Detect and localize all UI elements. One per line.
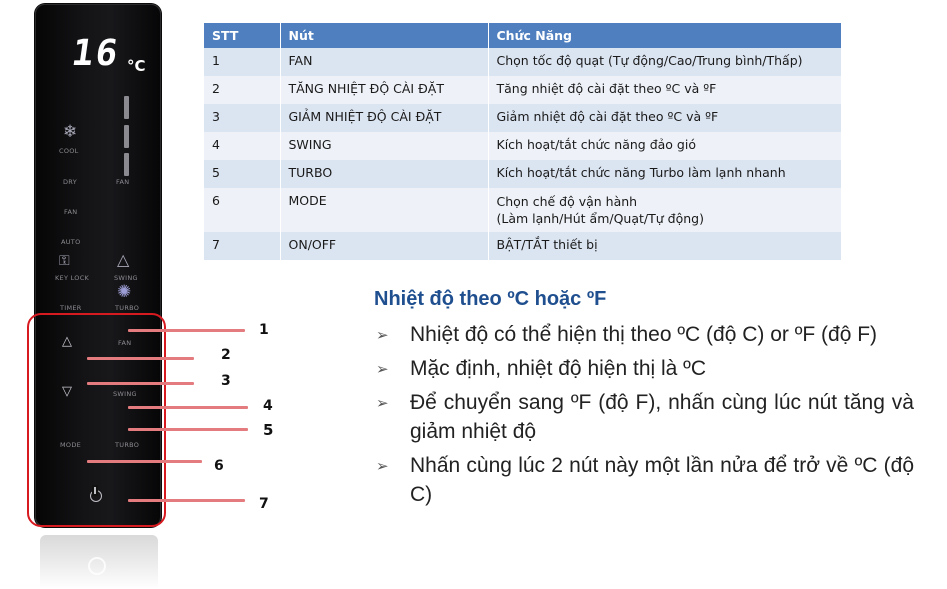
cell-button: TĂNG NHIỆT ĐỘ CÀI ĐẶT [280,76,488,104]
callout-number: 7 [259,496,269,512]
power-reflection-icon [88,557,106,575]
cool-label: COOL [59,147,79,155]
cell-button: SWING [280,132,488,160]
callout-number: 1 [259,322,269,338]
list-item [374,388,914,446]
bullet-text: Nhiệt độ có thể hiện thị theo ºC (độ C) or ºF (độ F) [410,323,878,346]
cell-function: Tăng nhiệt độ cài đặt theo ºC và ºF [488,76,842,104]
swing-status-label: SWING [114,274,138,282]
list-item [374,320,914,349]
cell-stt: 5 [204,160,280,188]
callout-line-6 [87,460,202,463]
callout-line-2 [87,357,194,360]
key-icon: ⚿ [59,253,70,269]
cell-button: MODE [280,188,488,232]
section-heading: Nhiệt độ theo ºC hoặc ºF [374,288,607,310]
notes-list [374,320,914,514]
callout-number: 5 [263,421,274,439]
callout-line-7 [128,499,245,502]
auto-label: AUTO [61,238,81,246]
callout-number: 2 [221,347,231,363]
callout-number: 3 [221,373,231,389]
temperature-display: 16 [69,33,123,74]
turbo-button[interactable]: TURBO [115,441,140,449]
callout-number: 4 [263,398,273,414]
dry-label: DRY [63,178,77,186]
cell-stt: 3 [204,104,280,132]
mode-button[interactable]: MODE [60,441,82,449]
cell-function: Chọn tốc độ quạt (Tự động/Cao/Trung bình/Thấp) [488,48,842,76]
chevron-right-icon: ➢ [376,458,389,475]
temperature-unit: °C [127,57,146,75]
cell-button: TURBO [280,160,488,188]
bullet-text: Nhấn cùng lúc 2 nút này một lần nửa để trở về ºC (độ C) [410,454,914,506]
callout-line-1 [128,329,245,332]
cell-function: Kích hoạt/tắt chức năng đảo gió [488,132,842,160]
fan-mode-label: FAN [64,208,78,216]
table-row [204,232,842,260]
snowflake-icon: ❄ [63,122,78,142]
table-row [204,76,842,104]
callout-line-3 [87,382,194,385]
callout-line-4 [128,406,248,409]
table-row [204,104,842,132]
fan-speed-bar [124,153,129,176]
header-button: Nút [280,23,488,48]
table-row [204,48,842,76]
panel-reflection [40,535,158,589]
turbo-status-label: TURBO [115,304,140,312]
fan-button[interactable]: FAN [118,339,132,347]
cell-function [488,188,842,232]
table-header-row [204,23,842,48]
callout-line-5 [128,428,248,431]
list-item [374,354,914,383]
cell-function: Giảm nhiệt độ cài đặt theo ºC và ºF [488,104,842,132]
table-row [204,188,842,232]
cell-function: BẬT/TẮT thiết bị [488,232,842,260]
cell-button: GIẢM NHIỆT ĐỘ CÀI ĐẶT [280,104,488,132]
chevron-right-icon: ➢ [376,327,389,344]
cell-button: FAN [280,48,488,76]
temp-down-button[interactable]: ▽ [62,384,72,399]
swing-button[interactable]: SWING [113,390,137,398]
fan-speed-label: FAN [116,178,130,186]
temp-up-button[interactable]: △ [62,334,72,349]
timer-label: TIMER [60,304,82,312]
chevron-right-icon: ➢ [376,361,389,378]
table-row [204,132,842,160]
fan-speed-bar [124,125,129,148]
function-line: (Làm lạnh/Hút ẩm/Quạt/Tự động) [496,211,704,226]
cell-stt: 4 [204,132,280,160]
bullet-text: Mặc định, nhiệt độ hiện thị là ºC [410,357,707,380]
cell-stt: 6 [204,188,280,232]
callout-number: 6 [214,458,224,474]
cell-button: ON/OFF [280,232,488,260]
swing-icon: △ [117,250,130,269]
chevron-right-icon: ➢ [376,395,389,412]
fan-speed-bar [124,96,129,119]
bullet-text: Để chuyển sang ºF (độ F), nhấn cùng lúc nút tăng và giảm nhiệt độ [410,391,914,443]
key-lock-label: KEY LOCK [55,274,90,282]
cell-stt: 2 [204,76,280,104]
cell-stt: 7 [204,232,280,260]
table-row [204,160,842,188]
list-item [374,451,914,509]
cell-stt: 1 [204,48,280,76]
button-function-table [204,23,842,260]
buttons-highlight-box [27,313,166,527]
header-stt: STT [204,23,280,48]
header-function: Chức Năng [488,23,842,48]
turbo-icon: ✺ [117,282,132,302]
function-line: Chọn chế độ vận hành [496,194,638,209]
cell-function: Kích hoạt/tắt chức năng Turbo làm lạnh nhanh [488,160,842,188]
